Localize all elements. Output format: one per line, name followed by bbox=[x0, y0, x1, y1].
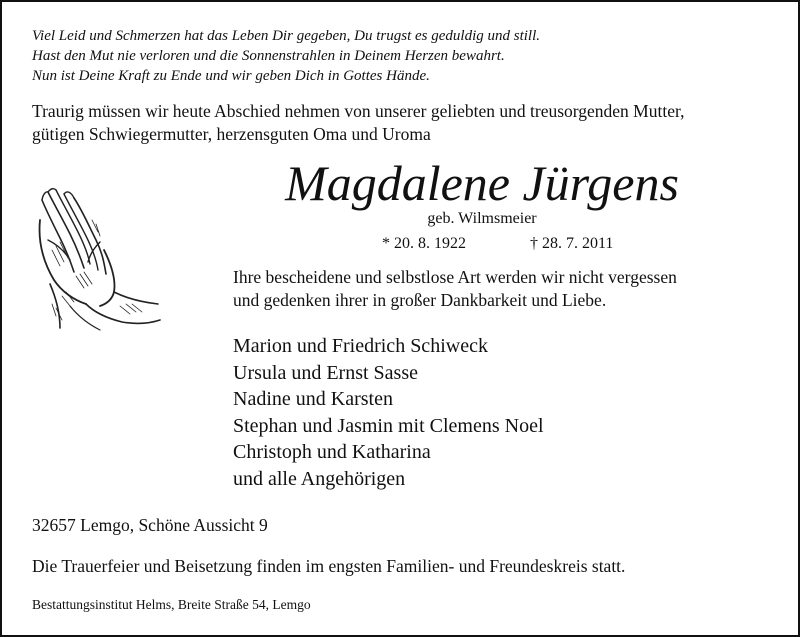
mourner: Nadine und Karsten bbox=[233, 388, 393, 410]
family-address: 32657 Lemgo, Schöne Aussicht 9 bbox=[32, 515, 268, 535]
tribute-text bbox=[233, 266, 783, 312]
praying-hands-icon bbox=[30, 180, 165, 332]
undertaker-credit: Bestattungsinstitut Helms, Breite Straße 54, Lemgo bbox=[32, 597, 311, 612]
intro-line: Traurig müssen wir heute Abschied nehmen von unserer geliebten und treusorgenden Mutter, bbox=[32, 101, 685, 121]
poem-line: Hast den Mut nie verloren und die Sonnenstrahlen in Deinem Herzen bewahrt. bbox=[32, 48, 505, 64]
death-date: † 28. 7. 2011 bbox=[530, 235, 614, 252]
mourner: Ursula und Ernst Sasse bbox=[233, 361, 418, 384]
memorial-poem bbox=[32, 26, 772, 86]
mourners-list bbox=[233, 333, 783, 492]
intro-line: gütigen Schwiegermutter, herzensguten Oma und Uroma bbox=[32, 124, 431, 144]
tribute-line: Ihre bescheidene und selbstlose Art werden wir nicht vergessen bbox=[233, 267, 677, 287]
poem-line: Nun ist Deine Kraft zu Ende und wir geben Dich in Gottes Hände. bbox=[32, 68, 430, 84]
mourner: Christoph und Katharina bbox=[233, 441, 431, 463]
mourner: und alle Angehörigen bbox=[233, 467, 406, 490]
ceremony-note: Die Trauerfeier und Beisetzung finden im engsten Familien- und Freundeskreis statt. bbox=[32, 556, 626, 576]
deceased-name: Magdalene Jürgens bbox=[285, 155, 679, 211]
life-dates bbox=[382, 233, 682, 255]
tribute-line: und gedenken ihrer in großer Dankbarkeit und Liebe. bbox=[233, 290, 607, 310]
farewell-intro bbox=[32, 100, 782, 146]
mourner: Marion und Friedrich Schiweck bbox=[233, 335, 488, 357]
poem-line: Viel Leid und Schmerzen hat das Leben Dir gegeben, Du trugst es geduldig und still. bbox=[32, 28, 541, 44]
birth-name: geb. Wilmsmeier bbox=[427, 210, 537, 227]
birth-date: * 20. 8. 1922 bbox=[382, 235, 466, 252]
mourner: Stephan und Jasmin mit Clemens Noel bbox=[233, 414, 544, 437]
